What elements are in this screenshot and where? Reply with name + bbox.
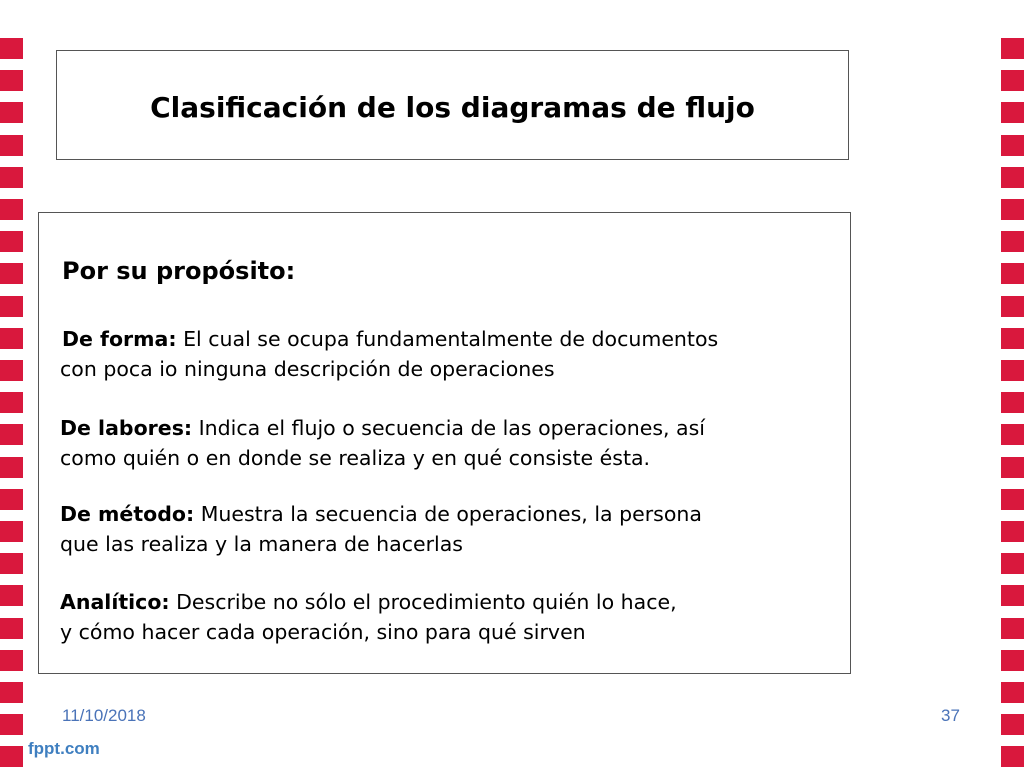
border-block <box>1001 457 1024 478</box>
section-subtitle: Por su propósito: <box>62 257 296 285</box>
border-block <box>0 392 23 413</box>
item-text: El cual se ocupa fundamentalmente de documentos <box>183 327 719 351</box>
border-block <box>0 199 23 220</box>
border-block <box>1001 102 1024 123</box>
item-line: con poca io ninguna descripción de operaciones <box>60 357 555 381</box>
border-block <box>1001 489 1024 510</box>
border-block <box>1001 296 1024 317</box>
border-block <box>0 682 23 703</box>
slide-title: Clasificación de los diagramas de flujo <box>150 90 755 124</box>
item-de-forma <box>60 324 840 384</box>
border-block <box>1001 553 1024 574</box>
border-block <box>1001 38 1024 59</box>
item-text: Indica el flujo o secuencia de las operaciones, así <box>198 416 705 440</box>
border-block <box>0 135 23 156</box>
item-de-labores <box>60 413 840 473</box>
border-block <box>0 360 23 381</box>
item-line: que las realiza y la manera de hacerlas <box>60 532 463 556</box>
item-line <box>60 499 840 529</box>
border-block <box>0 457 23 478</box>
border-block <box>0 746 23 767</box>
border-block <box>0 102 23 123</box>
item-analitico <box>60 587 840 647</box>
border-block <box>1001 521 1024 542</box>
border-block <box>0 231 23 252</box>
item-term: De labores: <box>60 416 193 440</box>
item-text: Describe no sólo el procedimiento quién lo hace, <box>176 590 677 614</box>
border-block <box>0 650 23 671</box>
border-block <box>1001 70 1024 91</box>
border-block <box>0 167 23 188</box>
left-decorative-border <box>0 0 23 768</box>
border-block <box>0 296 23 317</box>
border-block <box>1001 618 1024 639</box>
item-text: Muestra la secuencia de operaciones, la persona <box>200 502 702 526</box>
border-block <box>1001 392 1024 413</box>
item-line: y cómo hacer cada operación, sino para qué sirven <box>60 620 586 644</box>
border-block <box>1001 424 1024 445</box>
item-line: como quién o en donde se realiza y en qué consiste ésta. <box>60 446 651 470</box>
footer-date: 11/10/2018 <box>62 706 146 725</box>
item-line <box>60 413 840 443</box>
border-block <box>1001 585 1024 606</box>
item-term: De método: <box>60 502 195 526</box>
border-block <box>1001 199 1024 220</box>
border-block <box>1001 360 1024 381</box>
border-block <box>0 618 23 639</box>
border-block <box>1001 650 1024 671</box>
border-block <box>0 38 23 59</box>
border-block <box>1001 328 1024 349</box>
border-block <box>0 70 23 91</box>
title-box <box>56 50 849 160</box>
border-block <box>1001 682 1024 703</box>
border-block <box>1001 263 1024 284</box>
border-block <box>0 714 23 735</box>
border-block <box>1001 746 1024 767</box>
border-block <box>0 489 23 510</box>
border-block <box>0 263 23 284</box>
border-block <box>1001 167 1024 188</box>
border-block <box>0 328 23 349</box>
border-block <box>0 424 23 445</box>
border-block <box>1001 714 1024 735</box>
page-number: 37 <box>941 706 960 725</box>
border-block <box>0 553 23 574</box>
border-block <box>1001 135 1024 156</box>
brand-logo-text: fppt.com <box>28 739 100 758</box>
item-de-metodo <box>60 499 840 559</box>
border-block <box>0 585 23 606</box>
item-term: Analítico: <box>60 590 170 614</box>
right-decorative-border <box>1001 0 1024 768</box>
border-block <box>1001 231 1024 252</box>
content-box <box>38 212 851 674</box>
item-line <box>60 587 840 617</box>
border-block <box>0 521 23 542</box>
item-term: De forma: <box>62 327 177 351</box>
item-line <box>60 324 840 354</box>
